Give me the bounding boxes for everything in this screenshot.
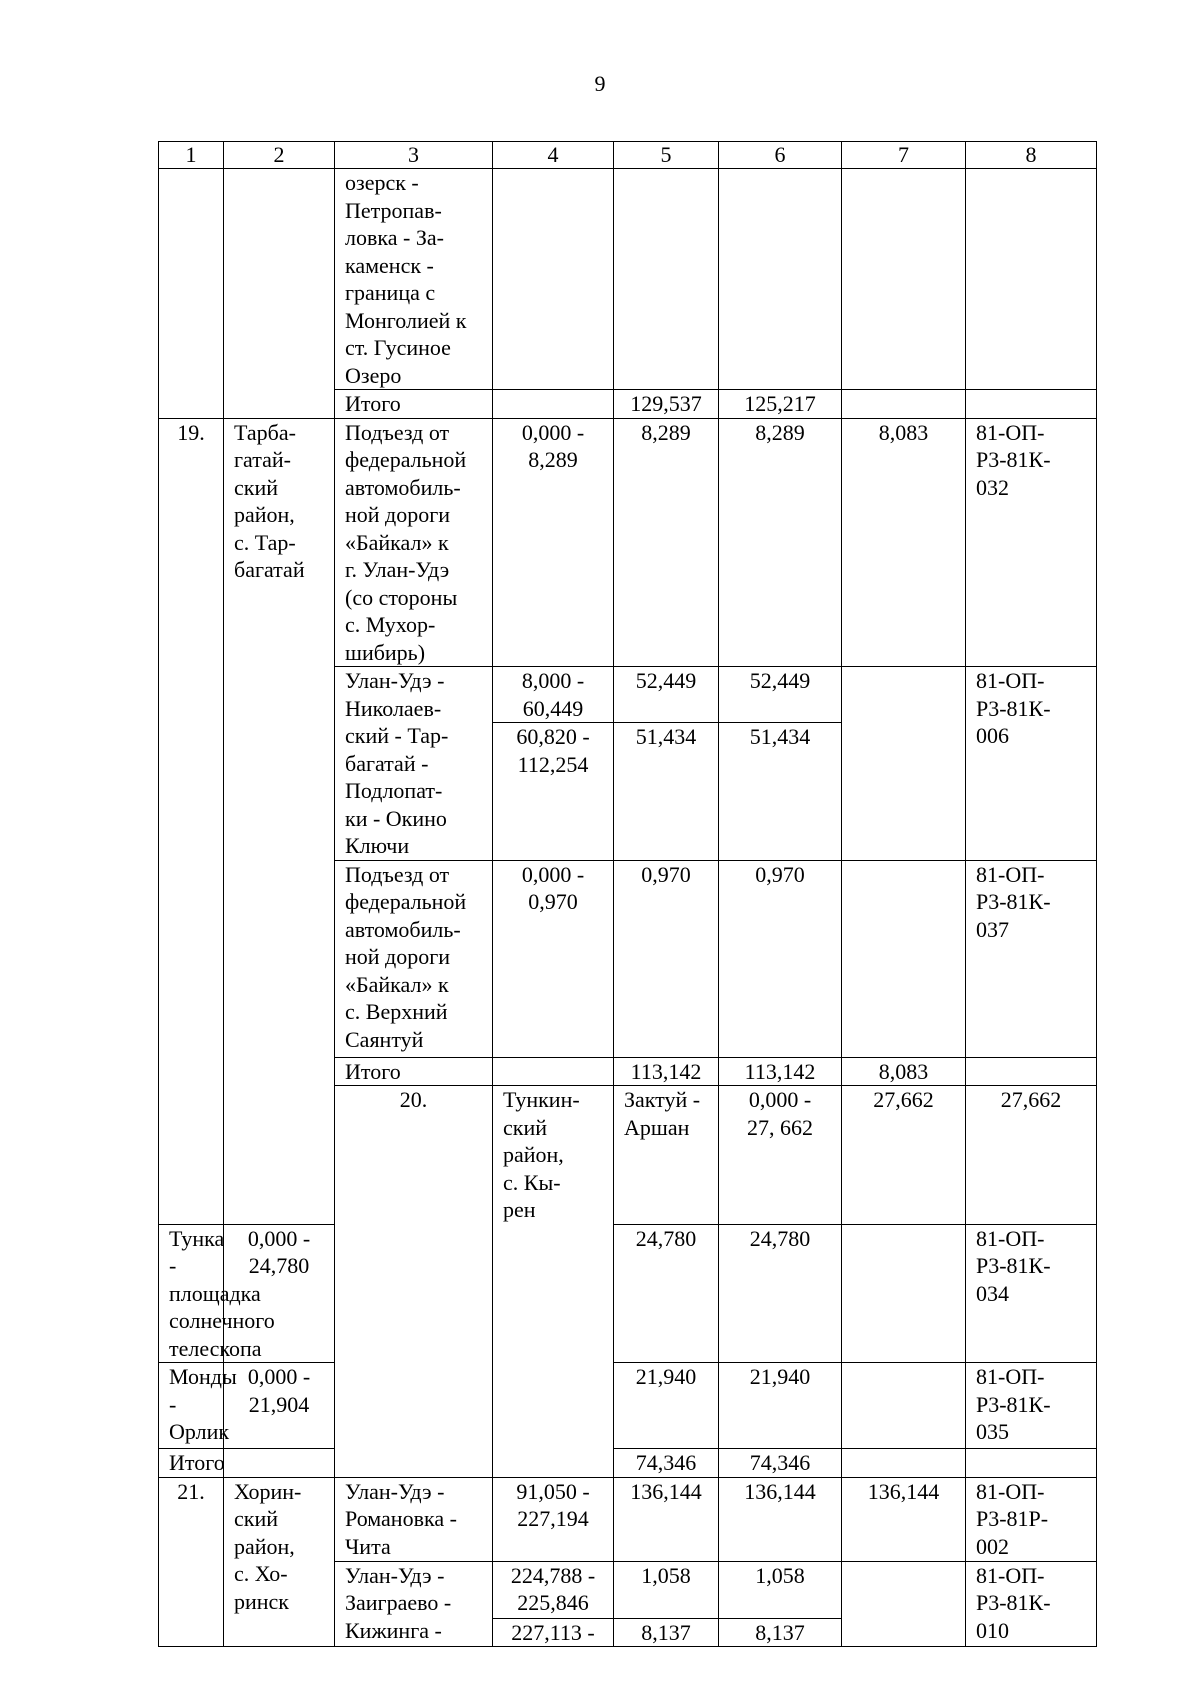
km-range-cell: 60,820 - 112,254 [493, 723, 614, 860]
header-cell: 3 [335, 142, 493, 169]
table-row [159, 1477, 1097, 1561]
total-value: 8,083 [842, 1057, 966, 1086]
road-id-cell: 81-ОП- Р3-81Р- 002 [966, 1477, 1097, 1561]
km-range-cell: 0,000 - 24,780 [224, 1224, 335, 1363]
length-cell: 27,662 [966, 1086, 1097, 1225]
table-row [159, 1363, 1097, 1449]
km-range-cell [493, 1057, 614, 1086]
header-cell: 4 [493, 142, 614, 169]
length-cell: 136,144 [719, 1477, 842, 1561]
header-cell: 7 [842, 142, 966, 169]
length-cell: 52,449 [719, 667, 842, 723]
km-range-cell: 227,113 - [493, 1618, 614, 1647]
header-cell: 2 [224, 142, 335, 169]
road-id-cell [966, 390, 1097, 419]
length-cell: 24,780 [719, 1224, 842, 1363]
km-range-cell [493, 390, 614, 419]
road-name-cell: Тунка - площадка солнечного телескопа [159, 1224, 224, 1363]
district-cell [224, 169, 335, 419]
header-cell: 6 [719, 142, 842, 169]
table-row [159, 1224, 1097, 1363]
length-cell [842, 1363, 966, 1449]
length-cell [842, 1561, 966, 1647]
total-value: 113,142 [614, 1057, 719, 1086]
row-number-cell: 20. [335, 1086, 493, 1478]
length-cell: 8,137 [719, 1618, 842, 1647]
km-range-cell: 0,000 - 8,289 [493, 418, 614, 667]
road-id-cell: 81-ОП- Р3-81К- 010 [966, 1561, 1097, 1647]
length-cell [842, 860, 966, 1057]
total-value: 74,346 [614, 1449, 719, 1478]
page-number: 9 [594, 71, 606, 96]
length-cell: 0,970 [719, 860, 842, 1057]
road-name-cell: Подъезд от федеральной автомобиль- ной дороги «Байкал» к с. Верхний Саянтуй [335, 860, 493, 1057]
road-name-cell: Улан-Удэ - Николаев- ский - Тар- багатай - Подлопат- ки - Окино Ключи [335, 667, 493, 861]
length-cell [614, 169, 719, 390]
road-id-cell [966, 1057, 1097, 1086]
district-cell: Тункин- ский район, с. Кы- рен [493, 1086, 614, 1478]
km-range-cell: 0,000 - 0,970 [493, 860, 614, 1057]
length-cell [719, 169, 842, 390]
length-cell: 21,940 [614, 1363, 719, 1449]
road-id-cell: 81-ОП- Р3-81К- 035 [966, 1363, 1097, 1449]
road-id-cell: 81-ОП- Р3-81К- 037 [966, 860, 1097, 1057]
total-label: Итого [335, 390, 493, 419]
length-cell: 27,662 [842, 1086, 966, 1225]
km-range-cell: 8,000 - 60,449 [493, 667, 614, 723]
road-name-cell: Улан-Удэ - Заиграево - Кижинга - [335, 1561, 493, 1647]
total-value: 129,537 [614, 390, 719, 419]
total-label: Итого [159, 1449, 224, 1478]
length-cell: 8,289 [719, 418, 842, 667]
length-cell: 136,144 [614, 1477, 719, 1561]
header-cell: 8 [966, 142, 1097, 169]
length-cell: 24,780 [614, 1224, 719, 1363]
table-row [159, 169, 1097, 390]
length-cell [842, 169, 966, 390]
km-range-cell: 0,000 - 21,904 [224, 1363, 335, 1449]
header-row [159, 142, 1097, 169]
header-cell: 5 [614, 142, 719, 169]
total-label: Итого [335, 1057, 493, 1086]
length-cell: 51,434 [719, 723, 842, 860]
km-range-cell: 0,000 - 27, 662 [719, 1086, 842, 1225]
road-id-cell: 81-ОП- Р3-81К- 032 [966, 418, 1097, 667]
length-cell: 1,058 [614, 1561, 719, 1618]
length-cell [842, 1224, 966, 1363]
road-name-cell: Монды - Орлик [159, 1363, 224, 1449]
km-range-cell: 91,050 - 227,194 [493, 1477, 614, 1561]
length-cell: 52,449 [614, 667, 719, 723]
km-range-cell: 224,788 - 225,846 [493, 1561, 614, 1618]
row-number-cell: 21. [159, 1477, 224, 1647]
road-id-cell [966, 1449, 1097, 1478]
road-registry-table [158, 141, 1097, 1647]
total-value: 125,217 [719, 390, 842, 419]
road-name-cell: Улан-Удэ - Романовка - Чита [335, 1477, 493, 1561]
km-range-cell [224, 1449, 335, 1478]
total-value: 113,142 [719, 1057, 842, 1086]
length-cell: 51,434 [614, 723, 719, 860]
road-name-cell: Подъезд от федеральной автомобиль- ной дороги «Байкал» к г. Улан-Удэ (со стороны с. Мухор- шибирь) [335, 418, 493, 667]
length-cell: 8,289 [614, 418, 719, 667]
length-cell: 0,970 [614, 860, 719, 1057]
header-cell: 1 [159, 142, 224, 169]
district-cell: Хорин- ский район, с. Хо- ринск [224, 1477, 335, 1647]
total-row [159, 1449, 1097, 1478]
total-value [842, 390, 966, 419]
length-cell: 21,940 [719, 1363, 842, 1449]
km-range-cell [493, 169, 614, 390]
road-name-cell: озерск - Петропав- ловка - За- каменск - граница с Монголией к ст. Гусиное Озеро [335, 169, 493, 390]
length-cell: 1,058 [719, 1561, 842, 1618]
road-name-cell: Зактуй - Аршан [614, 1086, 719, 1225]
length-cell [842, 667, 966, 861]
district-cell: Тарба- гатай- ский район, с. Тар- багатай [224, 418, 335, 1224]
length-cell: 8,083 [842, 418, 966, 667]
length-cell: 136,144 [842, 1477, 966, 1561]
row-number-cell: 19. [159, 418, 224, 1224]
total-value: 74,346 [719, 1449, 842, 1478]
table-row [159, 418, 1097, 667]
road-id-cell [966, 169, 1097, 390]
row-number-cell [159, 169, 224, 419]
total-value [842, 1449, 966, 1478]
road-id-cell: 81-ОП- Р3-81К- 034 [966, 1224, 1097, 1363]
road-id-cell: 81-ОП- Р3-81К- 006 [966, 667, 1097, 861]
length-cell: 8,137 [614, 1618, 719, 1647]
